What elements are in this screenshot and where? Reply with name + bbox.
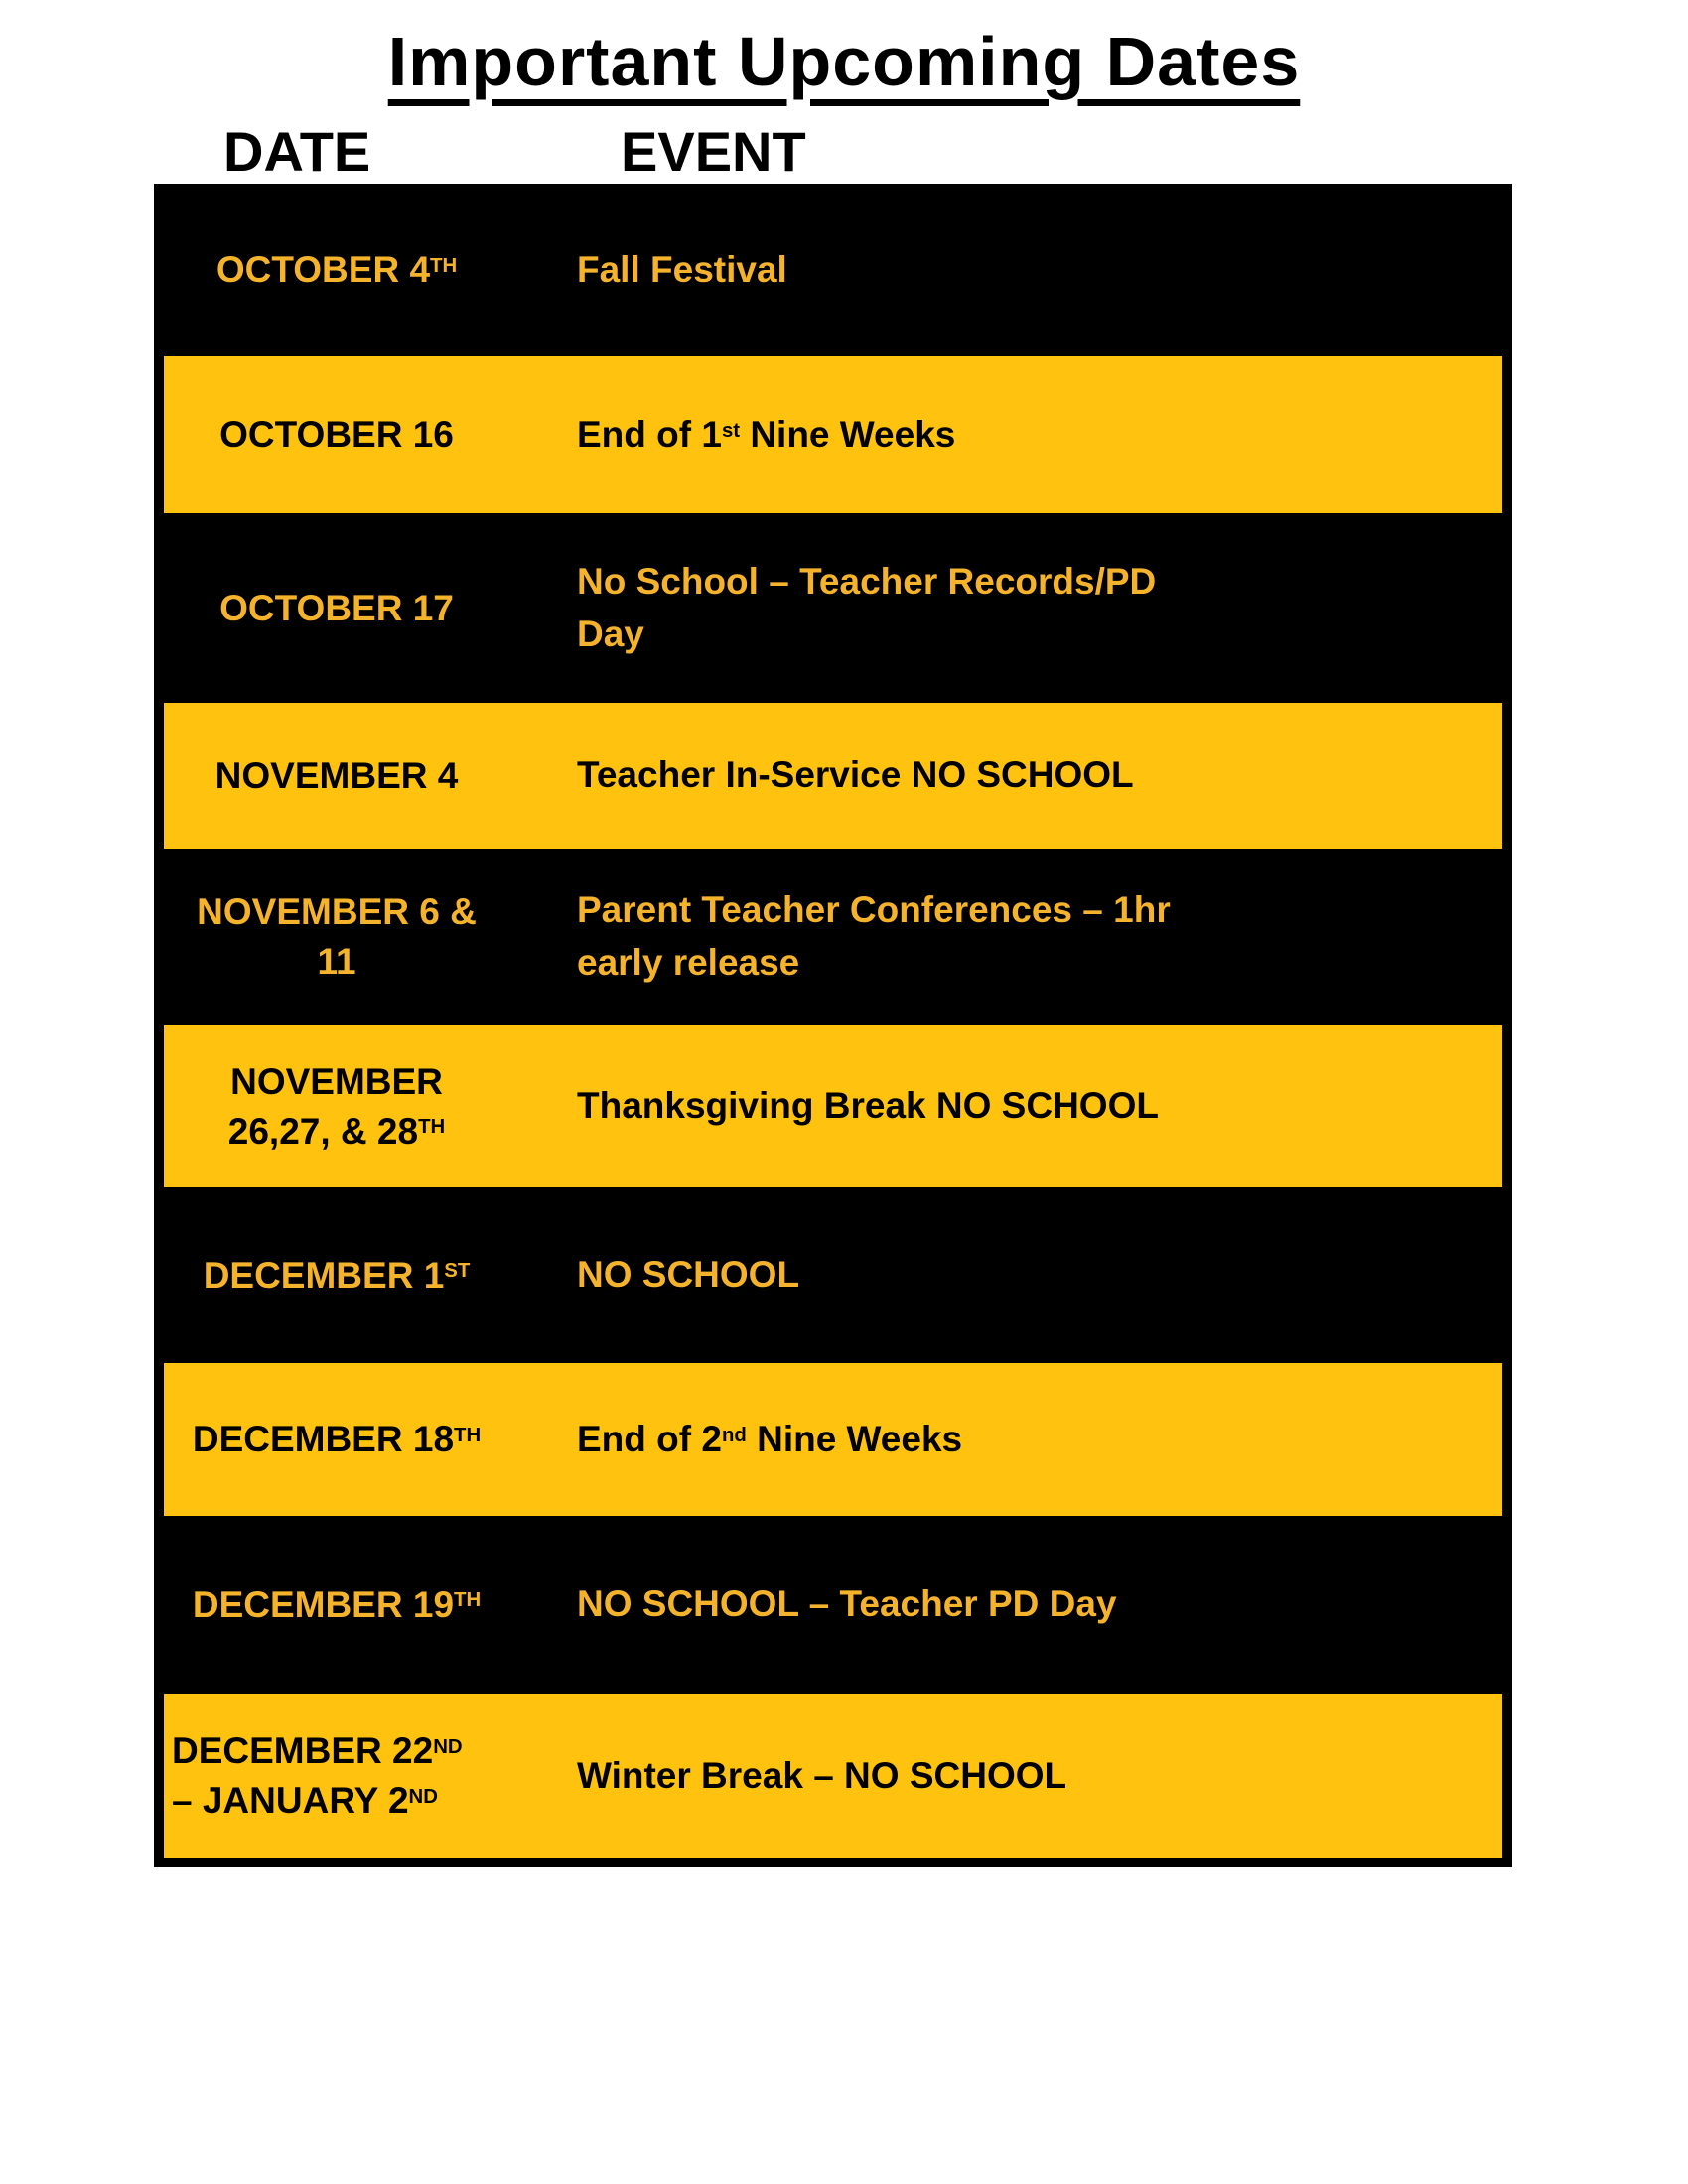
date-cell: OCTOBER 16 <box>219 414 454 456</box>
event-cell: No School – Teacher Records/PD Day <box>577 560 1157 654</box>
date-cell: NOVEMBER 4 <box>214 754 459 796</box>
date-cell: DECEMBER 1ST <box>203 1254 471 1296</box>
table-row <box>164 1025 1502 1187</box>
event-cell: Thanksgiving Break NO SCHOOL <box>577 1085 1159 1127</box>
page-title: Important Upcoming Dates <box>387 23 1301 100</box>
table-row <box>164 703 1502 849</box>
table-row <box>154 1516 1512 1694</box>
table-row <box>154 849 1512 1025</box>
event-cell: NO SCHOOL – Teacher PD Day <box>577 1583 1117 1625</box>
event-cell: Fall Festival <box>577 248 787 290</box>
date-cell: DECEMBER 19TH <box>192 1583 482 1625</box>
table-row <box>154 1187 1512 1363</box>
table-row <box>164 1694 1502 1858</box>
date-cell: NOVEMBER 6 & 11 <box>197 891 477 982</box>
event-column-header: EVENT <box>621 120 806 183</box>
dates-table <box>154 184 1512 1867</box>
event-cell: Parent Teacher Conferences – 1hr early release <box>577 889 1171 983</box>
column-headers <box>0 119 1688 183</box>
table-row <box>164 356 1502 513</box>
date-cell: DECEMBER 18TH <box>192 1419 482 1460</box>
date-cell: OCTOBER 4TH <box>215 249 458 291</box>
date-cell: DECEMBER 22ND – JANUARY 2ND <box>172 1730 463 1821</box>
table-row <box>154 184 1512 356</box>
event-cell: NO SCHOOL <box>577 1254 800 1296</box>
event-cell: Winter Break – NO SCHOOL <box>577 1754 1067 1796</box>
event-cell: End of 2nd Nine Weeks <box>577 1418 963 1459</box>
date-cell: NOVEMBER 26,27, & 28TH <box>227 1060 446 1152</box>
table-row <box>164 1363 1502 1516</box>
event-cell: End of 1st Nine Weeks <box>577 413 956 455</box>
date-cell: OCTOBER 17 <box>219 587 454 628</box>
date-column-header: DATE <box>223 120 371 183</box>
table-row <box>154 513 1512 703</box>
event-cell: Teacher In-Service NO SCHOOL <box>577 754 1134 796</box>
